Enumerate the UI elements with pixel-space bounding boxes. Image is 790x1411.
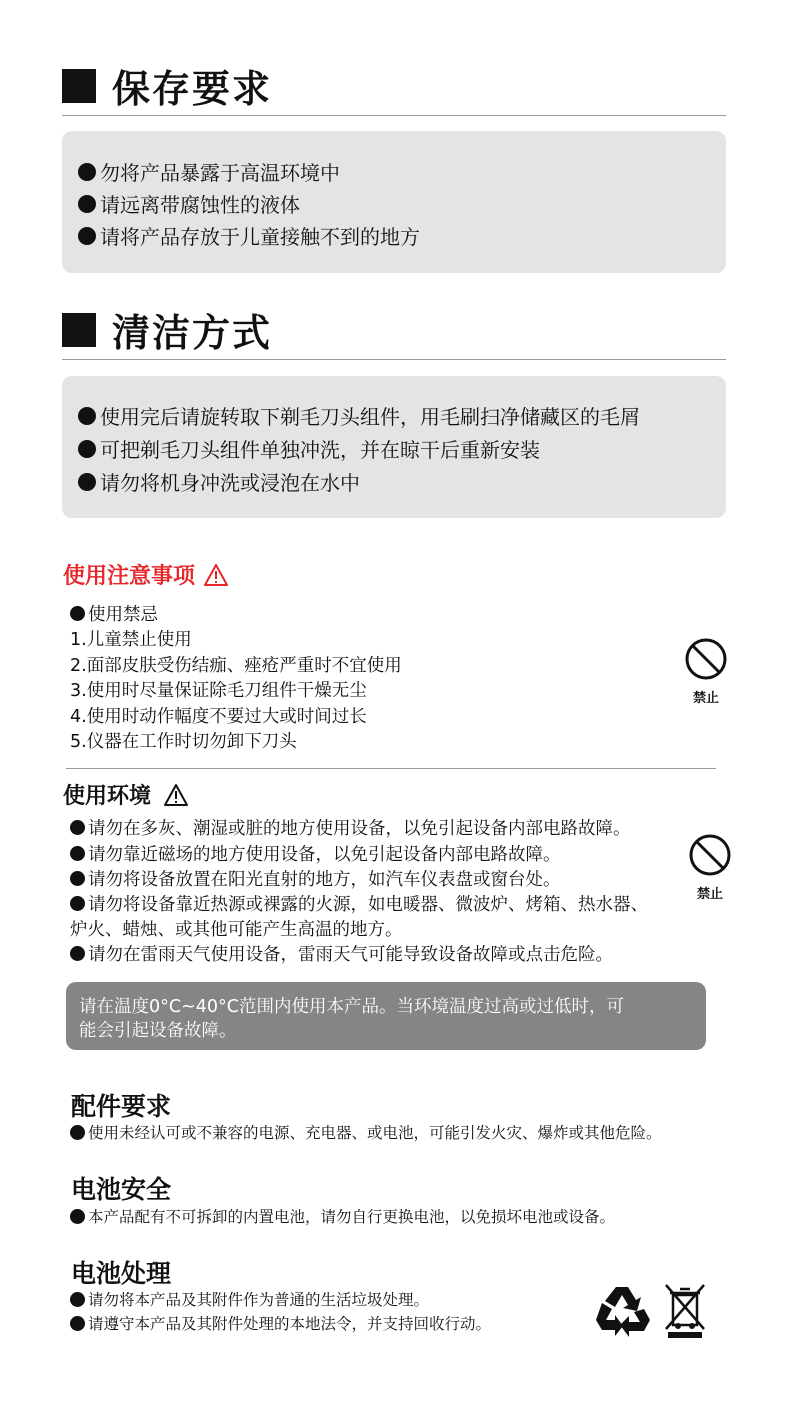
battery-safety-text: 本产品配有不可拆卸的内置电池，请勿自行更换电池，以免损坏电池或设备。: [70, 1205, 615, 1227]
list-item: 请勿将设备靠近热源或裸露的火源，如电暖器、微波炉、烤箱、热水器、: [70, 891, 648, 916]
accessories-title: 配件要求: [71, 1092, 172, 1121]
list-item: 请将产品存放于儿童接触不到的地方: [78, 221, 420, 250]
bullet-icon: [78, 195, 96, 213]
prohibited-sign: [684, 637, 728, 706]
cleaning-heading: [62, 302, 272, 357]
bullet-icon: [70, 1316, 85, 1331]
list-item: 5.仪器在工作时切勿卸下刀头: [70, 732, 297, 752]
prohibited-icon: [684, 637, 728, 681]
bullet-icon: [78, 163, 96, 181]
warning-triangle-icon: [203, 563, 229, 587]
bullet-icon: [78, 227, 96, 245]
warning-triangle-icon: [163, 783, 189, 807]
cleaning-title: 清洁方式: [112, 311, 273, 355]
storage-box: [62, 131, 726, 273]
bullet-icon: [70, 846, 85, 861]
bullet-icon: [78, 407, 96, 425]
recycle-icon: [594, 1283, 652, 1339]
battery-safety-title: 电池安全: [71, 1175, 172, 1204]
bullet-icon: [70, 1209, 85, 1224]
precautions-title: 使用注意事项: [63, 559, 229, 590]
list-item: 请勿靠近磁场的地方使用设备，以免引起设备内部电路故障。: [70, 841, 561, 866]
bullet-icon: [70, 896, 85, 911]
storage-title: 保存要求: [112, 67, 273, 111]
list-item: 请勿将本产品及其附件作为普通的生活垃圾处理。: [70, 1288, 429, 1310]
list-item: 请勿在多灰、潮湿或脏的地方使用设备，以免引起设备内部电路故障。: [70, 815, 631, 840]
ban-label: 禁止: [696, 887, 723, 902]
crossed-out-bin-icon: [664, 1283, 706, 1339]
list-item: 请勿将设备放置在阳光直射的地方，如汽车仪表盘或窗台处。: [70, 866, 561, 891]
accessories-text: 使用未经认可或不兼容的电源、充电器、或电池，可能引发火灾、爆炸或其他危险。: [70, 1121, 662, 1143]
square-bullet-icon: [62, 313, 96, 347]
cleaning-box: [62, 376, 726, 518]
bullet-icon: [70, 1125, 85, 1140]
prohibited-sign: [688, 833, 732, 902]
list-item: 请远离带腐蚀性的液体: [78, 189, 300, 218]
list-item: 1.儿童禁止使用: [70, 630, 192, 650]
list-item: 可把剃毛刀头组件单独冲洗，并在晾干后重新安装: [78, 434, 540, 463]
list-item: 3.使用时尽量保证除毛刀组件干燥无尘: [70, 681, 367, 701]
bullet-icon: [78, 473, 96, 491]
bullet-icon: [70, 871, 85, 886]
divider: [62, 359, 726, 360]
list-item: 请勿将机身冲洗或浸泡在水中: [78, 467, 360, 496]
list-item: 请遵守本产品及其附件处理的本地法令，并支持回收行动。: [70, 1312, 491, 1334]
list-item: 2.面部皮肤受伤结痂、痤疮严重时不宜使用: [70, 656, 402, 676]
list-item: 使用完后请旋转取下剃毛刀头组件，用毛刷扫净储藏区的毛屑: [78, 401, 640, 430]
precautions-subtitle: 使用禁忌: [70, 601, 158, 626]
storage-heading: [62, 58, 272, 113]
temperature-note-line: 请在温度0°C~40°C范围内使用本产品。当环境温度过高或过低时，可: [79, 997, 625, 1017]
ban-label: 禁止: [692, 691, 719, 706]
temperature-note-line: 能会引起设备故障。: [79, 1021, 237, 1041]
battery-disposal-title: 电池处理: [71, 1259, 172, 1288]
bullet-icon: [70, 820, 85, 835]
bullet-icon: [78, 440, 96, 458]
list-item: 4.使用时动作幅度不要过大或时间过长: [70, 707, 367, 727]
list-item: 炉火、蜡烛、或其他可能产生高温的地方。: [70, 920, 403, 940]
list-item: 勿将产品暴露于高温环境中: [78, 157, 340, 186]
list-item: 请勿在雷雨天气使用设备，雷雨天气可能导致设备故障或点击危险。: [70, 941, 613, 966]
square-bullet-icon: [62, 69, 96, 103]
environment-title: 使用环境: [63, 779, 189, 810]
prohibited-icon: [688, 833, 732, 877]
bullet-icon: [70, 606, 85, 621]
bullet-icon: [70, 1292, 85, 1307]
bullet-icon: [70, 946, 85, 961]
divider: [62, 115, 726, 116]
divider: [66, 768, 716, 769]
temperature-note-box: [66, 982, 706, 1050]
